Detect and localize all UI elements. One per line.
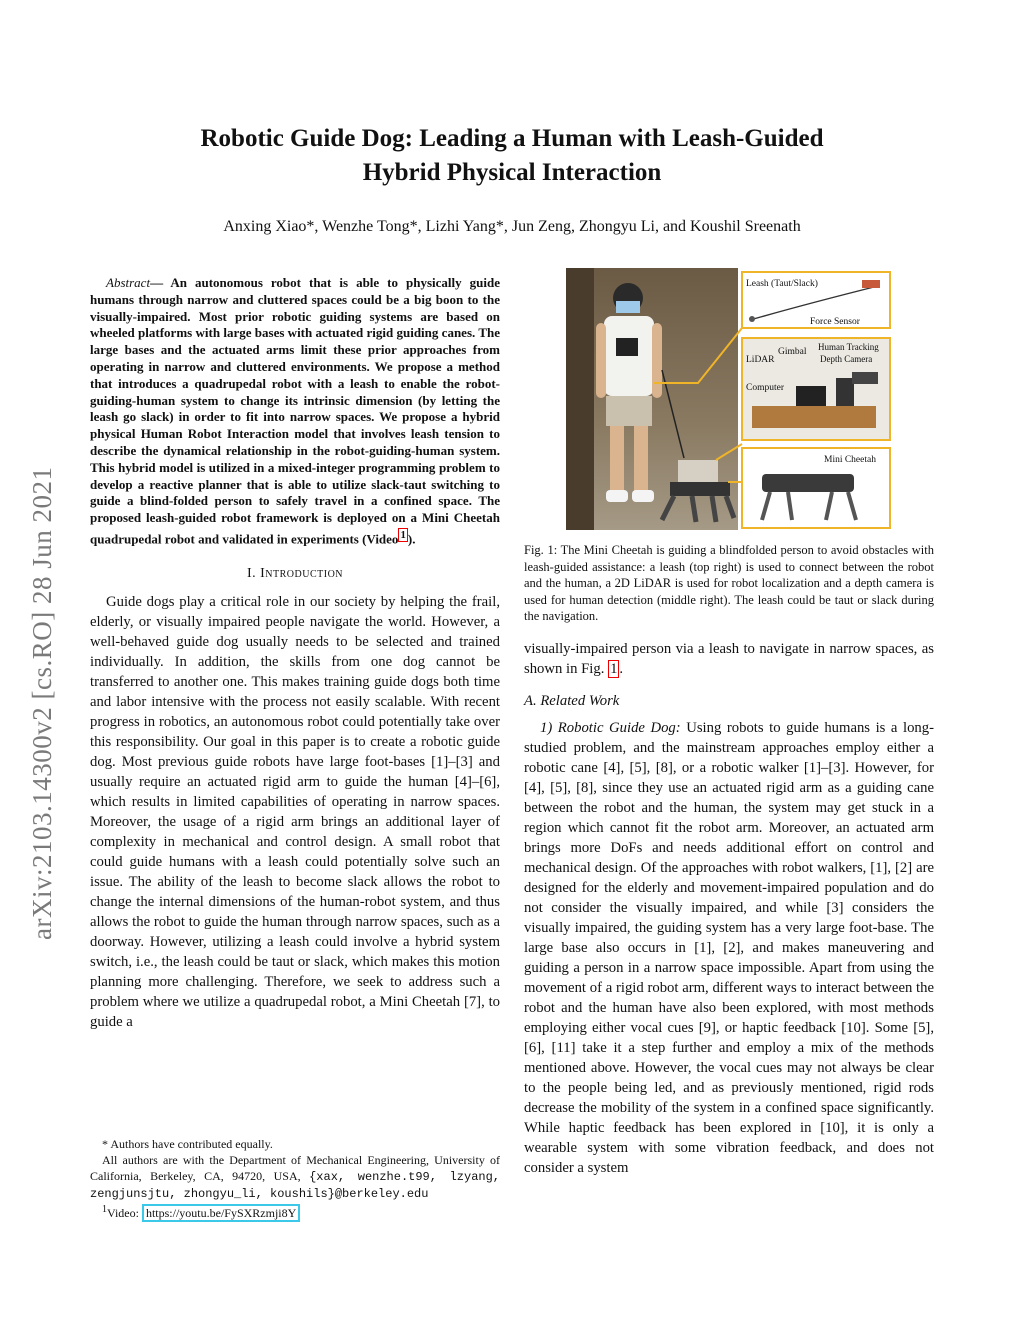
author-emails: {xax, wenzhe.t99, lzyang, zengjunsjtu, zhongyu_li, koushils}@berkeley.edu <box>90 1170 501 1201</box>
abstract-label: Abstract <box>106 275 151 290</box>
abstract <box>90 275 500 548</box>
continued-paragraph <box>524 639 934 679</box>
video-label: Video: <box>107 1206 139 1220</box>
label-depth-camera: Depth Camera <box>820 354 873 364</box>
label-mini-cheetah: Mini Cheetah <box>824 455 876 465</box>
intro-paragraph: Guide dogs play a critical role in our society by helping the frail, elderly, or visually impaired people navigate the world. However, a well-behaved guide dog usually needs to be selected and trained individually. In addition, the skills from one dog cannot be transferred to another one. This makes training guide dogs both time and labor intensive with the process not easily scalable. With recent progress in robotics, an autonomous robot could potentially take over this responsibility. Our goal in this paper is to create a robotic guide dog. Most previous guide robots have large foot-bases [1]–[3] and usually require an actuated rigid arm to guide the human [4]–[6], which results in limited capabilities of operating in narrow spaces. Moreover, the usage of a rigid arm brings an additional layer of complexity in mechanical and control design. A small robot that could guide humans with a leash could potentially solve such an issue. The ability of the leash to become slack allows the robot to change the internal dimensions of the human-robot system, and thus allows the robot to guide the human through narrow spaces, such as a doorway. However, utilizing a leash could involve a hybrid system switch, i.e., the leash could be taut or slack, which makes this motion planning more challenging. Therefore, we seek to address such a problem where we utilize a quadrupedal robot, a Mini Cheetah [7], to guide a <box>90 594 500 1031</box>
force-sensor-marker <box>749 316 755 322</box>
abstract-text: An autonomous robot that is able to physically guide humans through narrow and cluttered spaces could be a big boon to the visually-impaired. Most prior robotic guiding systems are based on wheeled platforms with large bases with actuated rigid guiding canes. The large bases and the actuated arms limit these prior approaches from operating in narrow and cluttered environments. We propose a method that introduces a quadrupedal robot with a leash to enable the robot-guiding-human system to change its intrinsic dimension (by letting the leash go slack) in order to fit into narrow spaces. We propose a hybrid physical Human Robot Interaction model that involves leash tension to describe the dynamical relationship in the robot-guiding-human system. This hybrid model is utilized in a mixed-integer programming problem to develop a reactive planner that is able to utilize slack-taut switching to guide a blind-folded person to safely travel in a confined space. The proposed leash-guided robot framework is deployed on a Mini Cheetah quadrupedal robot and validated in experiments (Video <box>90 275 500 547</box>
footnote-mark: 1 <box>102 1204 107 1215</box>
footnote-video <box>90 1202 500 1221</box>
footnotes <box>90 1136 500 1221</box>
section-title: Introduction <box>260 566 344 582</box>
continued-text: visually-impaired person via a leash to navigate in narrow spaces, as shown in Fig. <box>524 640 934 677</box>
label-leash: Leash (Taut/Slack) <box>746 279 818 289</box>
abstract-dash: — <box>150 275 164 290</box>
author-list: Anxing Xiao*, Wenzhe Tong*, Lizhi Yang*, Jun Zeng, Zhongyu Li, and Koushil Sreenath <box>223 218 801 235</box>
gimbal-shape <box>836 378 854 406</box>
figure-image <box>566 268 892 530</box>
video-url-link[interactable]: https://youtu.be/FySXRzmji8Y <box>142 1204 300 1222</box>
footnote-equal-contribution: * Authors have contributed equally. <box>102 1137 273 1151</box>
footnote-affiliation <box>90 1152 500 1202</box>
label-computer: Computer <box>746 383 784 393</box>
right-column <box>524 268 934 1178</box>
section-heading-introduction <box>90 566 500 582</box>
figure-1 <box>566 268 892 530</box>
label-gimbal: Gimbal <box>778 347 807 357</box>
paper-title <box>120 122 904 190</box>
label-human-tracking: Human Tracking <box>818 342 879 352</box>
related-work-text: Using robots to guide humans is a long-studied problem, and the mainstream approaches employ either a robotic cane [4], [5], [8], or a robotic walker [1]–[3]. However, for [4], [5], [8], since they use an actuated rigid arm as a guiding cane between the robot and the human, the system may get stuck in a region which cannot fit the robot arm. Moreover, an actuated arm brings more DoFs and needs additional effort on control and mechanical design. Of the approaches with robot walkers, [1], [2] are designed for the elderly and movement-impaired population and do not consider the visually impaired, and while [3] considers the visually impaired, the guiding system has a very large foot-base. The large base also occurs in [1], [2], and makes maneuvering and guiding a person in a narrow space impossible. Apart from using the movement of a rigid robot arm, different ways to interact between the robot and the human have also been explored, with most methods employing either vocal cues [9], or haptic feedback [10]. Some [5], [6], [11] take it a step further and employ a mix of the methods mentioned above. However, the vocal cues may not always be clear to the people being led, and as previously mentioned, rigid rods decrease the mobility of the system in a confined space significantly. While haptic feedback has been explored in [10], it is only a wearable system with some vibration feedback, and does not consider a system <box>524 719 935 1176</box>
affiliation-text: All authors are with the Department of Mechanical Engineering, University of California, Berkeley, CA, 94720, USA, <box>90 1153 500 1183</box>
cheetah-body <box>762 474 854 492</box>
video-footnote-link[interactable]: 1 <box>400 528 406 541</box>
label-force-sensor: Force Sensor <box>810 317 860 327</box>
section-number: I. <box>246 566 257 582</box>
camera-shape <box>852 372 878 384</box>
title-line-2: Hybrid Physical Interaction <box>362 159 662 186</box>
figure-caption: Fig. 1: The Mini Cheetah is guiding a blindfolded person to avoid obstacles with leash-guided assistance: a leash (top right) is used to connect between the robot and the human, a 2D LiDAR is used for robot localization and a depth camera is used for human detection (middle right). The leash could be taut or slack during the navigation. <box>524 543 934 623</box>
paragraph-lead-robotic-guide-dog: 1) Robotic Guide Dog: <box>540 719 681 736</box>
photo-door-frame <box>566 268 594 530</box>
computer-board <box>752 406 876 428</box>
left-column <box>90 275 500 1032</box>
fig-1-reference-link[interactable]: 1 <box>610 660 618 677</box>
subsection-related-work: A. Related Work <box>524 692 620 709</box>
related-work-paragraph <box>524 718 934 1178</box>
arxiv-identifier: arXiv:2103.14300v2 [cs.RO] 28 Jun 2021 <box>27 466 57 940</box>
continued-end: . <box>619 660 624 677</box>
title-line-1: Robotic Guide Dog: Leading a Human with Leash-Guided <box>200 125 824 152</box>
label-lidar: LiDAR <box>746 355 775 365</box>
abstract-close: ). <box>407 531 416 547</box>
leash-handle <box>862 280 880 288</box>
